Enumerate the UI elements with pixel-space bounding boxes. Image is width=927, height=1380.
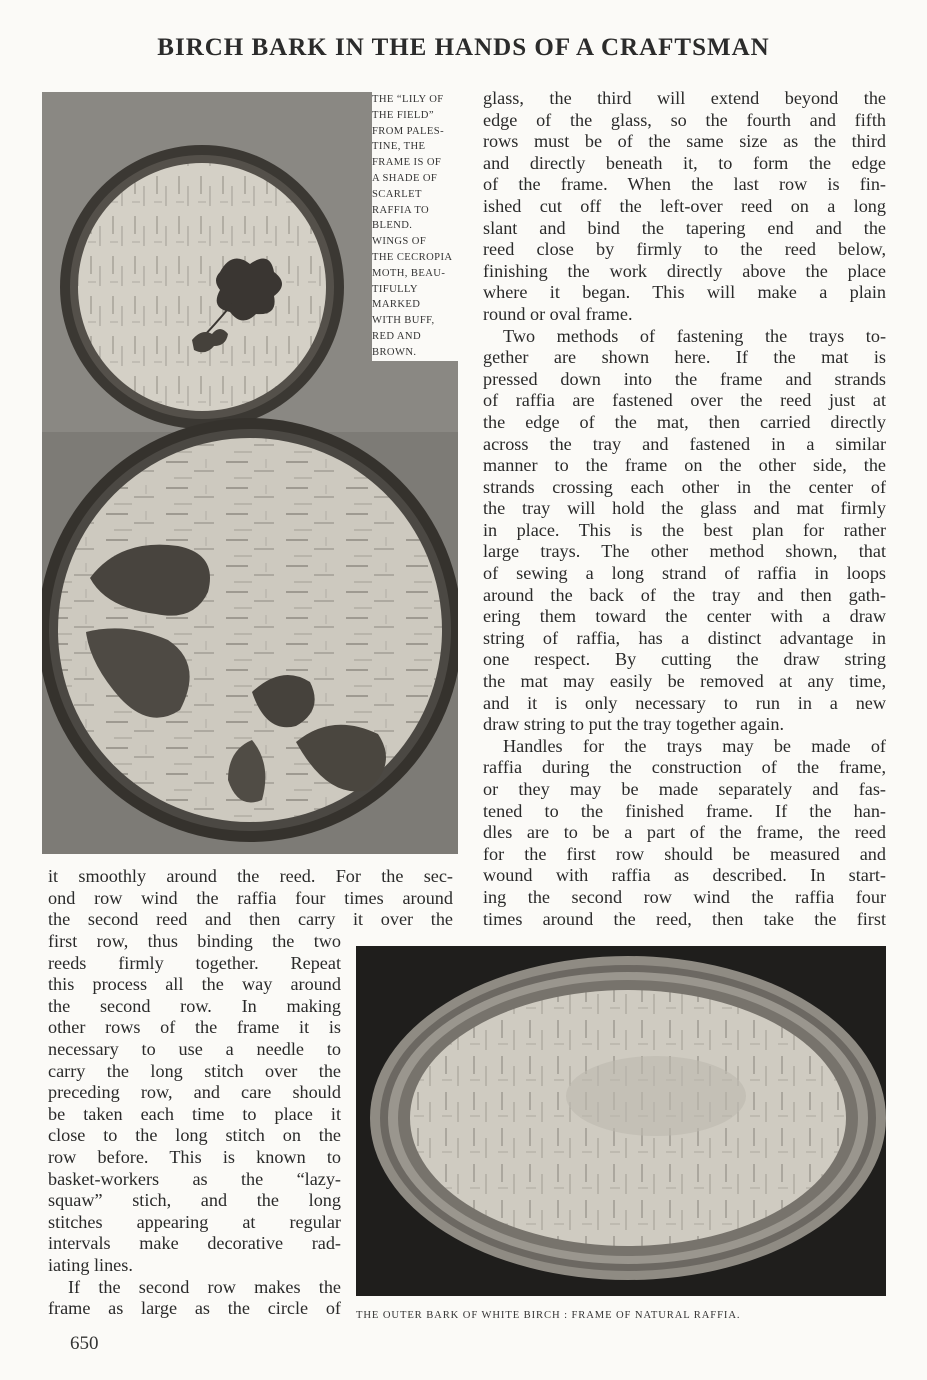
text-line: Two methods of fastening the trays to- — [503, 325, 886, 346]
caption-line: TINE, THE — [372, 141, 426, 153]
caption-line: RED AND — [372, 330, 422, 342]
caption-line: THE CECROPIA — [372, 251, 453, 263]
text-line: dles are to be a part of the frame, the reed — [483, 822, 886, 843]
text-line: the mat may easily be removed at any time, — [483, 671, 886, 692]
text-line: where it began. This will make a plain — [483, 282, 886, 303]
text-line: the second row. In making — [48, 995, 341, 1016]
oval-tray-illustration — [356, 946, 886, 1296]
text-line: other rows of the frame it is — [48, 1017, 341, 1038]
text-line: of sewing a long strand of raffia in loops — [483, 563, 886, 584]
text-line: and it is only necessary to run in a new — [483, 692, 886, 713]
page-title: BIRCH BARK IN THE HANDS OF A CRAFTSMAN — [157, 34, 770, 61]
text-line: basket-workers as the “lazy- — [48, 1168, 341, 1189]
page-number: 650 — [70, 1333, 99, 1354]
caption-line: BLEND. — [372, 220, 413, 232]
text-line: reeds firmly together. Repeat — [48, 952, 341, 973]
caption-line: BROWN. — [372, 346, 417, 358]
text-line: this process all the way around — [48, 974, 341, 995]
caption-line: MARKED — [372, 299, 421, 311]
text-line: rows must be of the same size as the third — [483, 131, 886, 152]
text-line: ished cut off the left-over reed on a long — [483, 195, 886, 216]
text-line: around the back of the tray and then gath- — [483, 584, 886, 605]
text-line: be taken each time to place it — [48, 1103, 341, 1124]
text-line: If the second row makes the — [68, 1276, 341, 1297]
body-text-right-column — [483, 88, 886, 930]
text-line: the edge of the mat, then carried directly — [483, 411, 886, 432]
text-line: strands crossing each other in the center of — [483, 476, 886, 497]
text-line: the second reed and then carry it over the — [48, 909, 453, 930]
text-line: slant and bind the tapering end and the — [483, 217, 886, 238]
text-line: draw string to put the tray together again. — [483, 714, 785, 735]
text-line: Handles for the trays may be made of — [503, 735, 886, 756]
text-line: of the frame. When the last row is fin- — [483, 174, 886, 195]
text-line: manner to the frame on the other side, the — [483, 455, 886, 476]
text-line: edge of the glass, so the fourth and fifth — [483, 109, 886, 130]
text-line: large trays. The other method shown, that — [483, 541, 886, 562]
text-line: glass, the third will extend beyond the — [483, 88, 886, 108]
text-line: pressed down into the frame and strands — [483, 368, 886, 389]
text-line: ering them toward the center with a draw — [483, 606, 886, 627]
caption-line: SCARLET — [372, 188, 422, 200]
text-line: ing the second row wind the raffia four — [483, 886, 886, 907]
text-line: necessary to use a needle to — [48, 1038, 341, 1059]
body-text-left-column — [48, 931, 341, 1320]
caption-line: FRAME IS OF — [372, 157, 442, 169]
text-line: for the first row should be measured and — [483, 843, 886, 864]
caption-line: THE “LILY OF — [372, 94, 444, 105]
text-line: in place. This is the best plan for rather — [483, 519, 886, 540]
text-line: it smoothly around the reed. For the sec- — [48, 866, 453, 886]
body-text-wide — [48, 866, 453, 931]
text-line: intervals make decorative rad- — [48, 1233, 341, 1254]
caption-line: MOTH, BEAU- — [372, 267, 446, 279]
text-line: close to the long stitch on the — [48, 1125, 341, 1146]
text-line: raffia during the construction of the frame, — [483, 757, 886, 778]
text-line: squaw” stich, and the long — [48, 1190, 341, 1211]
text-line: finishing the work directly above the place — [483, 260, 886, 281]
text-line: across the tray and fastened in a similar — [483, 433, 886, 454]
text-line: reed close by firmly to the reed below, — [483, 239, 886, 260]
caption-line: RAFFIA TO — [372, 204, 430, 216]
photo-oval-tray — [356, 946, 886, 1296]
text-line: iating lines. — [48, 1254, 133, 1275]
text-line: of raffia are fastened over the reed just at — [483, 390, 886, 411]
text-line: times around the reed, then take the first — [483, 908, 886, 929]
caption-line: A SHADE OF — [372, 172, 438, 184]
text-line: string of raffia, has a distinct advantage in — [483, 627, 886, 648]
caption-line: TIFULLY — [372, 283, 418, 295]
text-line: one respect. By cutting the draw string — [483, 649, 886, 670]
text-line: gether are shown here. If the mat is — [483, 347, 886, 368]
text-line: the tray will hold the glass and mat firmly — [483, 498, 886, 519]
photo-caption-bottom: THE OUTER BARK OF WHITE BIRCH : FRAME OF NATURAL RAFFIA. — [356, 1310, 741, 1321]
photo-caption-top — [372, 92, 480, 361]
text-line: round or oval frame. — [483, 303, 633, 324]
caption-line: WITH BUFF, — [372, 315, 435, 327]
text-line: preceding row, and care should — [48, 1082, 341, 1103]
caption-line: THE FIELD” — [372, 109, 434, 121]
text-line: carry the long stitch over the — [48, 1060, 341, 1081]
text-line: and directly beneath it, to form the edge — [483, 152, 886, 173]
text-line: frame as large as the circle of — [48, 1298, 341, 1319]
text-line: row before. This is known to — [48, 1146, 341, 1167]
text-line: wound with raffia as described. In start- — [483, 865, 886, 886]
text-line: tened to the finished frame. If the han- — [483, 800, 886, 821]
text-line: or they may be made separately and fas- — [483, 779, 886, 799]
text-line: stitches appearing at regular — [48, 1211, 341, 1232]
text-line: first row, thus binding the two — [48, 931, 341, 951]
text-line: ond row wind the raffia four times around — [48, 887, 453, 908]
caption-line: WINGS OF — [372, 236, 427, 248]
caption-line: FROM PALES- — [372, 125, 445, 137]
